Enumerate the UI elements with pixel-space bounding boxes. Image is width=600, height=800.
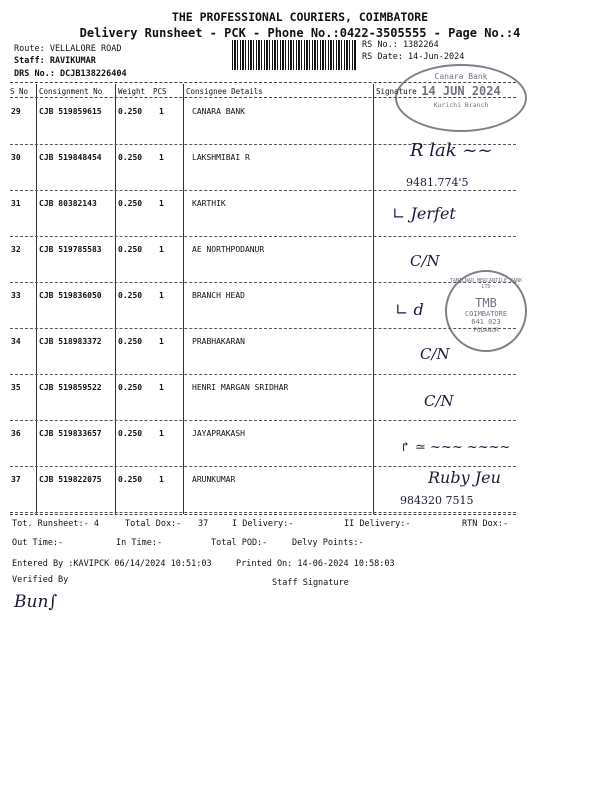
row-sno: 30	[11, 153, 21, 162]
row-consignment: CJB 519836050	[39, 291, 102, 300]
verified-by: Verified By	[12, 575, 69, 585]
barcode	[232, 40, 357, 70]
row-weight: 0.250	[118, 337, 143, 346]
row-sno: 35	[11, 383, 21, 392]
row-consignee: HENRI MARGAN SRIDHAR	[192, 383, 289, 392]
row-consignee: CANARA BANK	[192, 107, 245, 116]
col-consignee: Consignee Details	[186, 87, 263, 96]
row-divider	[10, 190, 516, 191]
col-pcs: PCS	[153, 87, 167, 96]
rs-number: RS No.: 1382264	[362, 40, 439, 50]
row-consignment: CJB 519859615	[39, 107, 102, 116]
ii-delivery: II Delivery:-	[344, 519, 411, 529]
signature-arunkumar: Ruby Jeu	[428, 468, 501, 487]
rs-date: RS Date: 14-Jun-2024	[362, 52, 465, 62]
row-consignment: CJB 518983372	[39, 337, 102, 346]
row-consignee: AE NORTHPODANUR	[192, 245, 265, 254]
staff-label: Staff: RAVIKUMAR	[14, 56, 96, 66]
total-dox-value: 37	[198, 519, 209, 529]
entered-by: Entered By :KAVIPCK 06/14/2024 10:51:03	[12, 559, 212, 569]
signature-branch-head: ∟ d	[395, 300, 424, 319]
delvy-points: Delvy Points:-	[292, 538, 364, 548]
col-consignment: Consignment No	[39, 87, 103, 96]
row-pcs: 1	[159, 383, 164, 392]
out-time: Out Time:-	[12, 538, 64, 548]
company-title: THE PROFESSIONAL COURIERS, COIMBATORE	[171, 10, 429, 24]
row-pcs: 1	[159, 199, 164, 208]
row-divider	[10, 328, 516, 329]
row-sno: 36	[11, 429, 21, 438]
row-weight: 0.250	[118, 245, 143, 254]
row-consignment: CJB 519848454	[39, 153, 102, 162]
signature-jayaprakash: ↱ ≃ ~~~ ~~~~	[400, 440, 511, 455]
handwritten-phone-37: 984320 7515	[400, 494, 474, 507]
col-signature: Signature	[376, 87, 417, 96]
row-divider	[10, 236, 516, 237]
row-pcs: 1	[159, 153, 164, 162]
handwritten-cn-34: C/N	[420, 345, 450, 363]
printed-on: Printed On: 14-06-2024 10:58:03	[236, 559, 395, 569]
row-weight: 0.250	[118, 199, 143, 208]
row-divider	[10, 282, 516, 283]
row-pcs: 1	[159, 337, 164, 346]
row-divider	[10, 466, 516, 467]
row-pcs: 1	[159, 245, 164, 254]
route-label: Route: VELLALORE ROAD	[14, 44, 122, 54]
row-consignment: CJB 519785583	[39, 245, 102, 254]
verifier-signature: Bun∫	[14, 592, 58, 612]
row-divider	[10, 512, 516, 513]
col-line	[183, 84, 184, 514]
canara-bank-stamp	[395, 64, 527, 132]
row-sno: 32	[11, 245, 21, 254]
handwritten-phone-30: 9481.774'5	[406, 176, 469, 189]
row-consignment: CJB 519822075	[39, 475, 102, 484]
row-pcs: 1	[159, 429, 164, 438]
row-consignee: ARUNKUMAR	[192, 475, 236, 484]
handwritten-cn-32: C/N	[410, 252, 440, 270]
row-pcs: 1	[159, 291, 164, 300]
stamp-pin: 641 023	[471, 318, 501, 326]
row-weight: 0.250	[118, 153, 143, 162]
row-sno: 34	[11, 337, 21, 346]
row-divider	[10, 420, 516, 421]
row-consignee: LAKSHMIBAI R	[192, 153, 250, 162]
stamp-branch: Kurichi Branch	[433, 101, 489, 109]
row-weight: 0.250	[118, 429, 143, 438]
totals-divider	[10, 514, 516, 515]
col-line	[115, 84, 116, 514]
tmb-bank-stamp	[445, 270, 527, 352]
row-sno: 31	[11, 199, 21, 208]
handwritten-cn-35: C/N	[424, 392, 454, 410]
total-dox-label: Total Dox:-	[125, 519, 182, 529]
row-weight: 0.250	[118, 291, 143, 300]
row-sno: 37	[11, 475, 21, 484]
row-consignment: CJB 519833657	[39, 429, 102, 438]
stamp-code: TMB	[475, 296, 497, 310]
total-pod: Total POD:-	[211, 538, 268, 548]
row-consignee: PRABHAKARAN	[192, 337, 245, 346]
row-pcs: 1	[159, 475, 164, 484]
row-sno: 33	[11, 291, 21, 300]
row-divider	[10, 374, 516, 375]
row-consignee: KARTHIK	[192, 199, 226, 208]
col-line	[373, 84, 374, 514]
in-time: In Time:-	[116, 538, 163, 548]
row-consignment: CJB 519859522	[39, 383, 102, 392]
stamp-bank-name: Canara Bank	[434, 72, 488, 81]
tot-runsheet: Tot. Runsheet:- 4	[12, 519, 99, 529]
stamp-date: 14 JUN 2024	[421, 84, 501, 98]
stamp-area: PODANUR	[473, 327, 499, 334]
col-weight: Weight	[118, 87, 146, 96]
col-line	[36, 84, 37, 514]
i-delivery: I Delivery:-	[232, 519, 294, 529]
row-consignment: CJB 80382143	[39, 199, 97, 208]
stamp-city: COIMBATORE	[464, 310, 508, 318]
row-consignee: BRANCH HEAD	[192, 291, 245, 300]
row-consignee: JAYAPRAKASH	[192, 429, 245, 438]
signature-lakshmibai: R lak ~~	[410, 140, 493, 161]
col-sno: S No	[10, 87, 29, 96]
rtn-dox: RTN Dox:-	[462, 519, 509, 529]
signature-karthik: ∟ Jerfet	[392, 204, 456, 223]
drs-number: DRS No.: DCJB138226404	[14, 69, 127, 79]
row-weight: 0.250	[118, 107, 143, 116]
stamp-ring-text: TAMILNAD MERCANTILE BANK LTD	[449, 278, 523, 290]
row-sno: 29	[11, 107, 21, 116]
row-weight: 0.250	[118, 383, 143, 392]
runsheet-subtitle: Delivery Runsheet - PCK - Phone No.:0422-3505555 - Page No.:4	[79, 26, 521, 40]
staff-signature: Staff Signature	[272, 578, 349, 588]
row-pcs: 1	[159, 107, 164, 116]
row-weight: 0.250	[118, 475, 143, 484]
